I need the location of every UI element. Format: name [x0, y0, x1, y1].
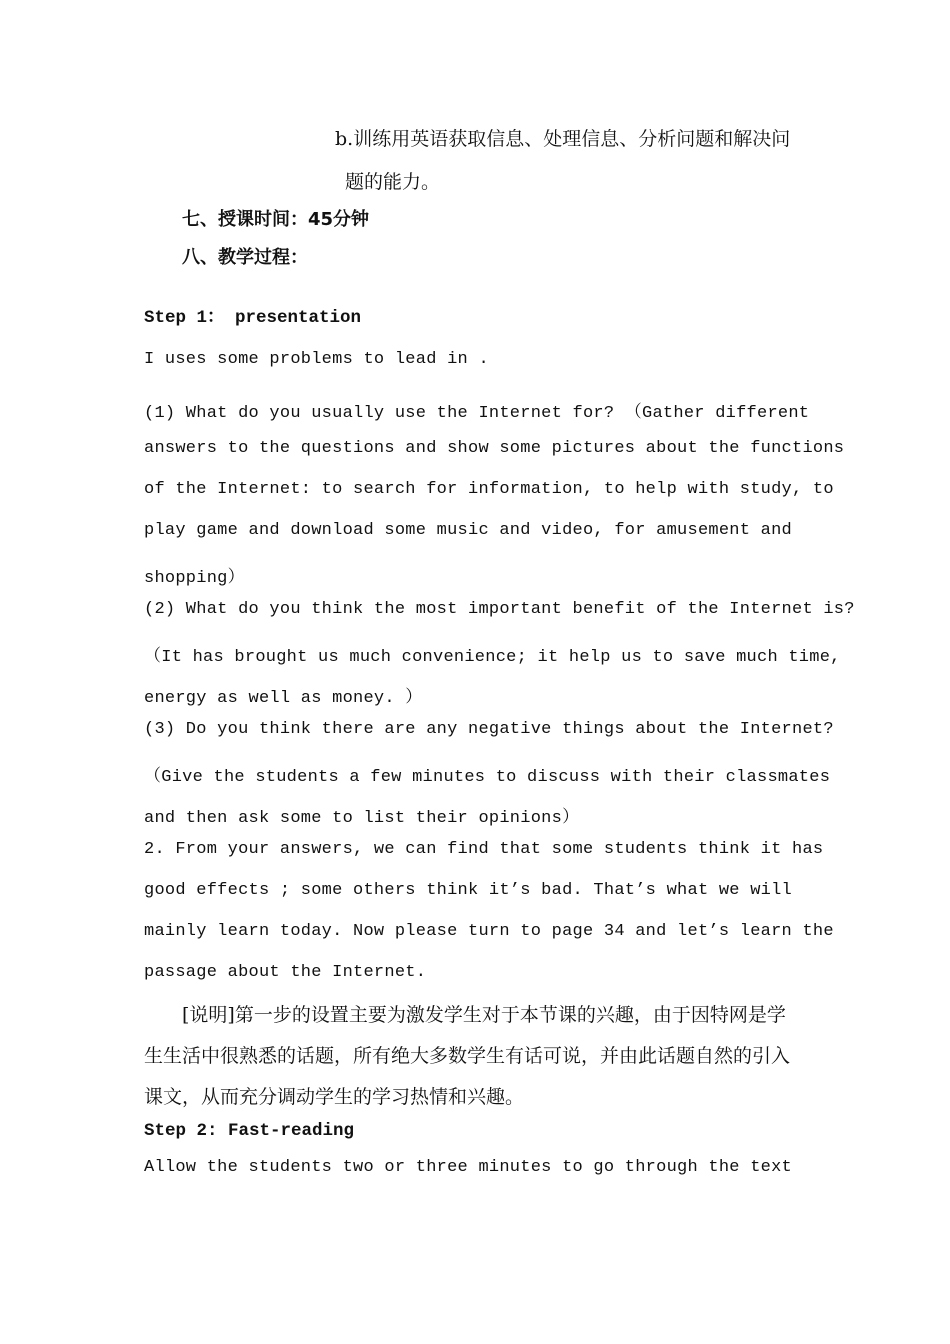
question-1-line: answers to the questions and show some pictures about the functions	[144, 439, 845, 458]
step2-heading: Step 2: Fast-reading	[144, 1121, 355, 1141]
question-3-line: （Give the students a few minutes to discuss with their classmates	[144, 768, 831, 787]
paragraph-2-line: 2. From your answers, we can find that some students think it has	[144, 840, 824, 859]
question-1-line: shopping）	[144, 569, 245, 588]
paragraph-2-line: passage about the Internet.	[144, 963, 427, 982]
objective-b-line-2: 题的能力。	[345, 171, 441, 193]
question-2-line: (2) What do you think the most important benefit of the Internet is?	[144, 600, 855, 619]
step1-intro: I uses some problems to lead in .	[144, 350, 489, 369]
paragraph-2-line: good effects ; some others think it’s bad. That’s what we will	[144, 881, 793, 900]
explanation-note-line: 课文，从而充分调动学生的学习热情和兴趣。	[144, 1086, 525, 1108]
step2-intro: Allow the students two or three minutes to go through the text	[144, 1158, 793, 1177]
explanation-note-line: 生生活中很熟悉的话题，所有绝大多数学生有话可说，并由此话题自然的引入	[144, 1045, 791, 1067]
section-heading-class-time: 七、授课时间：45分钟	[182, 209, 370, 230]
paragraph-2-line: mainly learn today. Now please turn to page 34 and let’s learn the	[144, 922, 834, 941]
question-3-line: (3) Do you think there are any negative things about the Internet?	[144, 720, 834, 739]
question-1-line: play game and download some music and video, for amusement and	[144, 521, 793, 540]
question-3-line: and then ask some to list their opinions）	[144, 809, 580, 828]
question-2-line: energy as well as money. ）	[144, 689, 423, 708]
question-1-line: of the Internet: to search for information, to help with study, to	[144, 480, 834, 499]
objective-b-line-1: b.训练用英语获取信息、处理信息、分析问题和解决问	[335, 128, 791, 150]
question-2-line: （It has brought us much convenience; it help us to save much time,	[144, 648, 841, 667]
question-1-line: (1) What do you usually use the Internet for? （Gather different	[144, 404, 810, 423]
explanation-note-line: [说明]第一步的设置主要为激发学生对于本节课的兴趣，由于因特网是学	[182, 1004, 786, 1026]
section-heading-teaching-process: 八、教学过程：	[182, 247, 308, 268]
step1-heading: Step 1： presentation	[144, 308, 362, 328]
